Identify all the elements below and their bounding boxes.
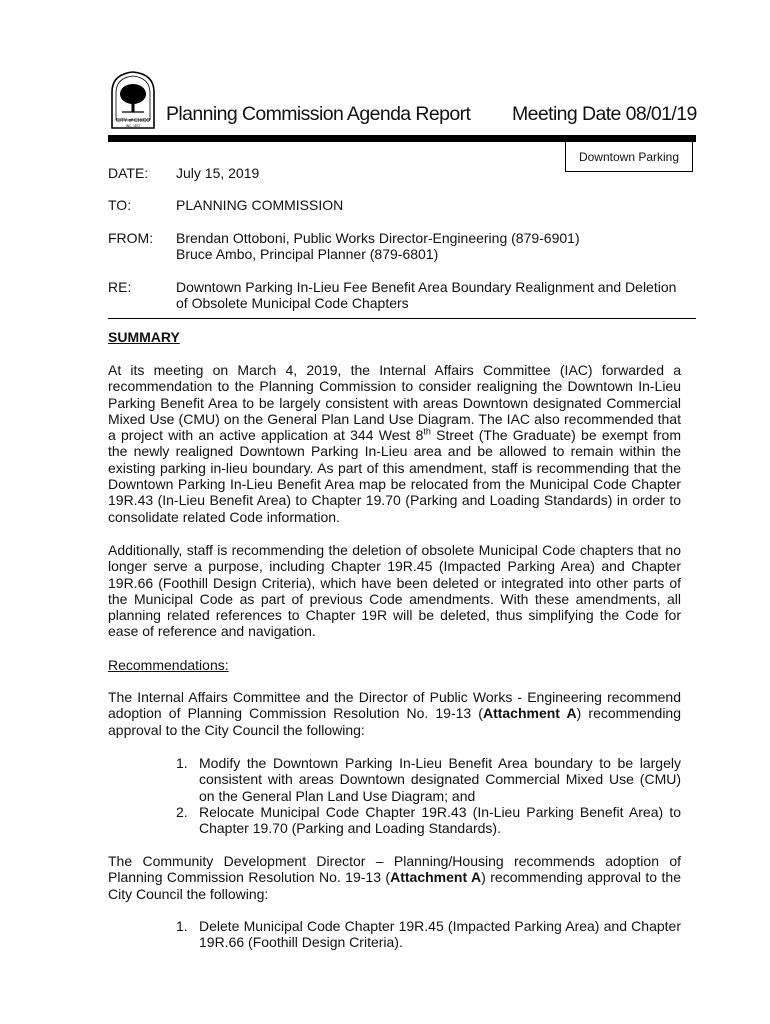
to-label: TO: bbox=[108, 197, 132, 213]
re-line-2: of Obsolete Municipal Code Chapters bbox=[176, 295, 409, 311]
recommendation-intro-2: The Community Development Director – Planning/Housing recommends adoption of Planning Commission Resolution No. 19-13 (Attachment A) recommending approval to the City Council the following: bbox=[108, 853, 681, 902]
svg-text:INC. 1872: INC. 1872 bbox=[125, 124, 141, 128]
city-seal-logo bbox=[108, 70, 158, 132]
to-value: PLANNING COMMISSION bbox=[176, 197, 344, 213]
header-divider-bar bbox=[108, 135, 696, 142]
summary-paragraph-1: At its meeting on March 4, 2019, the Internal Affairs Committee (IAC) forwarded a recommendation to the Planning Commission to consider realigning the Downtown In-Lieu Parking Benefit Area to be largely consistent with areas Downtown designated Commercial Mixed Use (CMU) on the General Plan Land Use Diagram. The IAC also recommended that a project with an active application at 344 West 8th Street (The Graduate) be exempt from the newly realigned Downtown Parking In-Lieu area and be allowed to remain within the existing parking in-lieu boundary. As part of this amendment, staff is recommending that the Downtown Parking In-Lieu Benefit Area map be relocated from the Municipal Code Chapter 19R.43 (In-Lieu Benefit Area) to Chapter 19.70 (Parking and Loading Standards) in order to consolidate related Code information. bbox=[108, 362, 681, 525]
recommendation-list-2 bbox=[176, 918, 681, 951]
from-line-1: Brendan Ottoboni, Public Works Director-Engineering (879-6901) bbox=[176, 230, 580, 246]
from-label: FROM: bbox=[108, 230, 154, 246]
list-item: 1. Modify the Downtown Parking In-Lieu Benefit Area boundary to be largely consistent with areas Downtown designated Commercial Mixed Use (CMU) on the General Plan Land Use Diagram; and bbox=[176, 755, 681, 804]
recommendations-heading: Recommendations: bbox=[108, 657, 229, 673]
re-label: RE: bbox=[108, 279, 132, 295]
list-item: 1. Delete Municipal Code Chapter 19R.45 (Impacted Parking Area) and Chapter 19R.66 (Foothill Design Criteria). bbox=[176, 918, 681, 951]
topic-tag: Downtown Parking bbox=[565, 142, 693, 172]
meeting-date: Meeting Date 08/01/19 bbox=[512, 103, 697, 125]
summary-paragraph-2: Additionally, staff is recommending the deletion of obsolete Municipal Code chapters that no longer serve a purpose, including Chapter 19R.45 (Impacted Parking Area) and Chapter 19R.66 (Foothill Design Criteria), which have been deleted or integrated into other parts of the Municipal Code as part of previous Code amendments. With these amendments, all planning related references to Chapter 19R will be deleted, thus simplifying the Code for ease of reference and navigation. bbox=[108, 542, 681, 640]
recommendation-intro-1: The Internal Affairs Committee and the Director of Public Works - Engineering recommend adoption of Planning Commission Resolution No. 19-13 (Attachment A) recommending approval to the City Council the following: bbox=[108, 689, 682, 738]
report-title: Planning Commission Agenda Report bbox=[166, 103, 471, 125]
date-value: July 15, 2019 bbox=[176, 165, 260, 181]
list-item: 2. Relocate Municipal Code Chapter 19R.43 (In-Lieu Parking Benefit Area) to Chapter 19.70 (Parking and Loading Standards). bbox=[176, 803, 681, 837]
memo-divider bbox=[108, 318, 696, 319]
re-line-1: Downtown Parking In-Lieu Fee Benefit Area Boundary Realignment and Deletion bbox=[176, 279, 677, 295]
from-line-2: Bruce Ambo, Principal Planner (879-6801) bbox=[176, 246, 439, 262]
svg-text:CITY of CHICO: CITY of CHICO bbox=[115, 118, 151, 124]
date-label: DATE: bbox=[108, 165, 149, 181]
recommendation-list-1 bbox=[176, 755, 681, 836]
summary-heading: SUMMARY bbox=[108, 329, 180, 345]
